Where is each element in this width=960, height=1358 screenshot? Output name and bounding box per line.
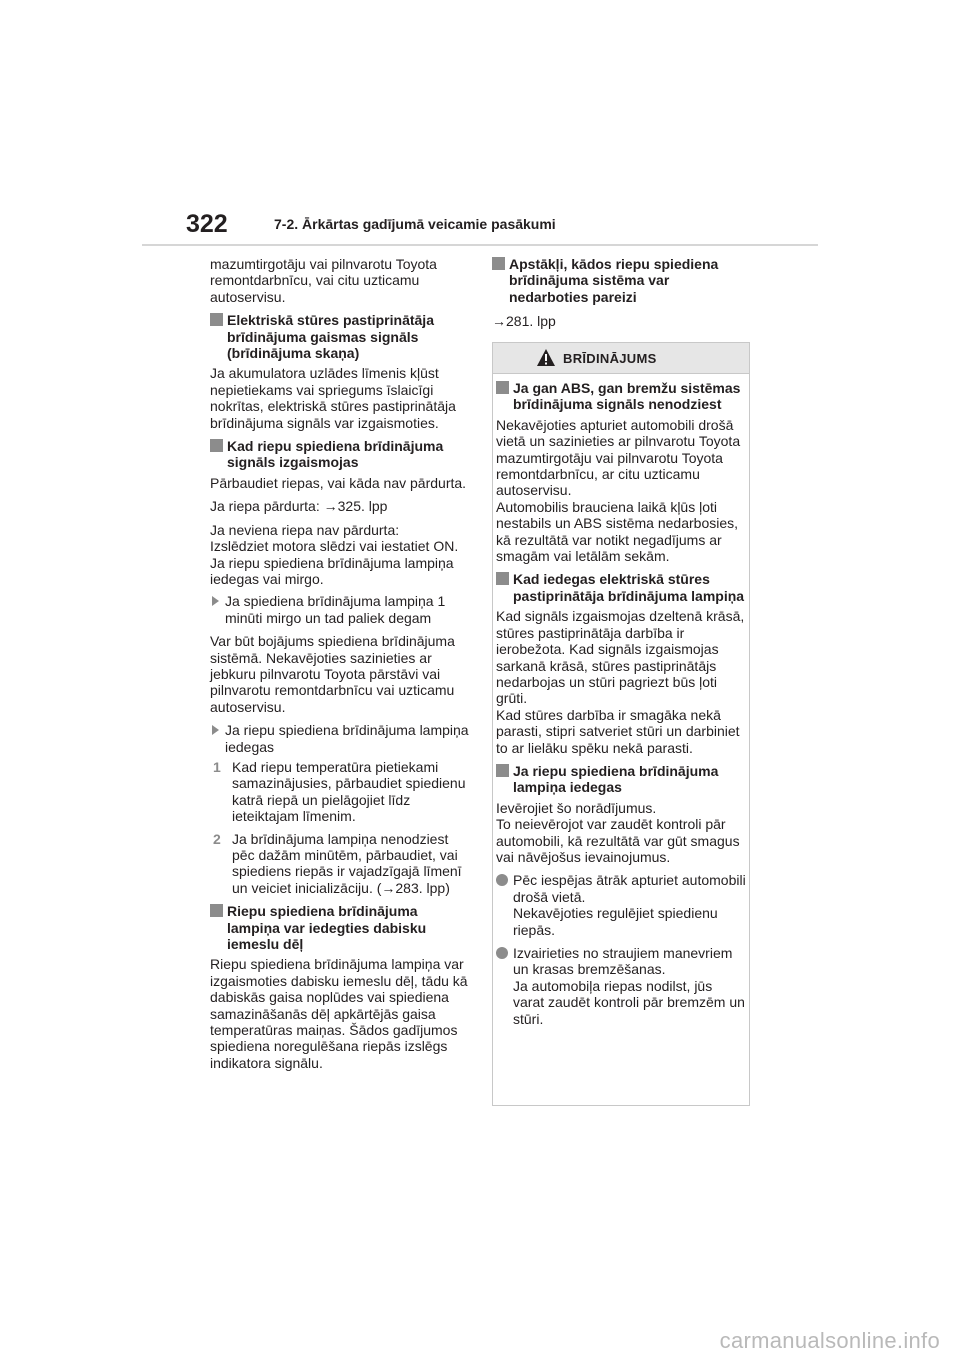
lit-subheading: Ja riepu spiediena brīdinājuma lampiņa iedegas xyxy=(210,722,472,755)
square-bullet-icon xyxy=(496,572,509,585)
square-bullet-icon xyxy=(496,764,509,777)
eps-warning-heading: Kad iedegas elektriskā stūres pastiprinātāja brīdinājuma lampiņa xyxy=(496,571,746,604)
natural-cause-heading: Riepu spiediena brīdinājuma lampiņa var iedegties dabisku iemeslu dēļ xyxy=(210,903,472,952)
square-bullet-icon xyxy=(210,439,223,452)
warning-triangle-icon xyxy=(536,348,556,367)
square-bullet-icon xyxy=(210,904,223,917)
blink-paragraph: Var būt bojājums spiediena brīdinājuma sistēmā. Nekavējoties sazinieties ar jebkuru pilnvarotu Toyota pārstāvi vai pilnvarotu remontdarbnīcu vai uzticamu autoservisu. xyxy=(210,633,455,715)
square-bullet-icon xyxy=(492,257,505,270)
warning-header xyxy=(493,343,749,374)
step-1: 1 Kad riepu temperatūra pietiekami samazinājusies, pārbaudiet spiedienu katrā riepā un pielāgojiet līdz ieteiktajam līmenim. xyxy=(213,758,466,825)
watermark: carmanualsonline.info xyxy=(719,1328,940,1353)
page-header xyxy=(142,206,818,246)
bullet-avoid-maneuvers: Izvairieties no straujiem manevriem un krasas bremzēšanas. Ja automobiļa riepas nodilst, jūs varat zaudēt kontroli pār bremzēm un stūri. xyxy=(496,945,746,1027)
conditions-heading: Apstākļi, kādos riepu spiediena brīdinājuma sistēma var nedarboties pareizi xyxy=(492,256,750,305)
circle-bullet-icon xyxy=(496,947,508,959)
step-number: 2 xyxy=(213,830,221,847)
tire-warning-heading: Ja riepu spiediena brīdinājuma lampiņa iedegas xyxy=(496,763,746,796)
eps-warning-paragraph: Kad signāls izgaismojas dzeltenā krāsā, stūres pastiprinātāja darbība ir ierobežota. Kad signāls izgaismojas sarkanā krāsā, stūres pastiprinātājs nedarbojas un stūri pagriezt būs ļoti grūti. Kad stūres darbība ir smagāka nekā parasti, stipri satveriet stūri un darbiniet to ar lielāku spēku nekā parasti. xyxy=(496,608,745,756)
bullet-stop-safely: Pēc iespējas ātrāk apturiet automobili drošā vietā. Nekavējoties regulējiet spiedienu riepās. xyxy=(496,872,746,938)
square-bullet-icon xyxy=(496,381,509,394)
circle-bullet-icon xyxy=(496,874,508,886)
tire-warning-paragraph: Ievērojiet šo norādījumus. To neievērojot var zaudēt kontroli pār automobili, kā rezultātā var gūt smagus vai nāvējošus ievainojumus. xyxy=(496,799,740,865)
step-number: 1 xyxy=(213,758,221,775)
header-divider xyxy=(142,244,818,246)
right-column xyxy=(492,256,750,337)
warning-box xyxy=(492,342,750,1106)
triangle-bullet-icon xyxy=(212,725,219,735)
blink-subheading: Ja spiediena brīdinājuma lampiņa 1 minūti mirgo un tad paliek degam xyxy=(210,593,472,626)
square-bullet-icon xyxy=(210,313,223,326)
tire-punctured-ref: Ja riepa pārdurta: →325. lpp xyxy=(210,498,388,515)
warning-title: BRĪDINĀJUMS xyxy=(563,351,657,366)
intro-paragraph: mazumtirgotāju vai pilnvarotu Toyota remontdarbnīcu, vai citu uzticamu autoservisu. xyxy=(210,256,437,305)
step-2: 2 Ja brīdinājuma lampiņa nenodziest pēc dažām minūtēm, pārbaudiet, vai spiediens riepās ir vajadzīgajā līmenī un veiciet inicializāciju. (→283. lpp) xyxy=(213,830,462,896)
natural-cause-paragraph: Riepu spiediena brīdinājuma lampiņa var izgaismoties dabisku iemeslu dēļ, tādu kā dabiskās gaisa noplūdes vai spiediena samazināšanās dēļ apkārtējās gaisa temperatūras maiņas. Šādos gadījumos spiediena noregulēšana riepās izslēgs indikatora signālu. xyxy=(210,956,468,1071)
tire-not-punctured-paragraph: Ja neviena riepa nav pārdurta: Izslēdziet motora slēdzi vai iestatiet ON. Ja riepu spiediena brīdinājuma lampiņa iedegas vai mirgo. xyxy=(210,521,459,587)
page-number: 322 xyxy=(186,210,228,238)
eps-paragraph: Ja akumulatora uzlādes līmenis kļūst nepietiekams vai spriegums īslaicīgi nokrītas, elektriskā stūres pastiprinātāja brīdinājuma signāls var izgaismoties. xyxy=(210,365,456,431)
left-column xyxy=(210,256,472,1078)
abs-paragraph: Nekavējoties apturiet automobili drošā vietā un sazinieties ar pilnvarotu Toyota mazumtirgotāju vai pilnvarotu Toyota remontdarbnīcu, ar citu uzticamu autoservisu. Automobilis brauciena laikā kļūs ļoti nestabils un ABS sistēma nedarbosies, kā rezultātā var notikt negadījums ar smagām vai letālām sekām. xyxy=(496,416,741,565)
tire-pressure-heading: Kad riepu spiediena brīdinājuma signāls izgaismojas xyxy=(210,438,472,471)
tire-check-paragraph: Pārbaudiet riepas, vai kāda nav pārdurta. xyxy=(210,474,467,491)
triangle-bullet-icon xyxy=(212,596,219,606)
abs-heading: Ja gan ABS, gan bremžu sistēmas brīdinājuma signāls nenodziest xyxy=(496,380,746,413)
section-title: 7-2. Ārkārtas gadījumā veicamie pasākumi xyxy=(274,216,556,232)
warning-body xyxy=(493,374,749,1027)
eps-heading: Elektriskā stūres pastiprinātāja brīdinājuma gaismas signāls (brīdinājuma skaņa) xyxy=(210,312,472,361)
conditions-ref: →281. lpp xyxy=(492,313,556,330)
